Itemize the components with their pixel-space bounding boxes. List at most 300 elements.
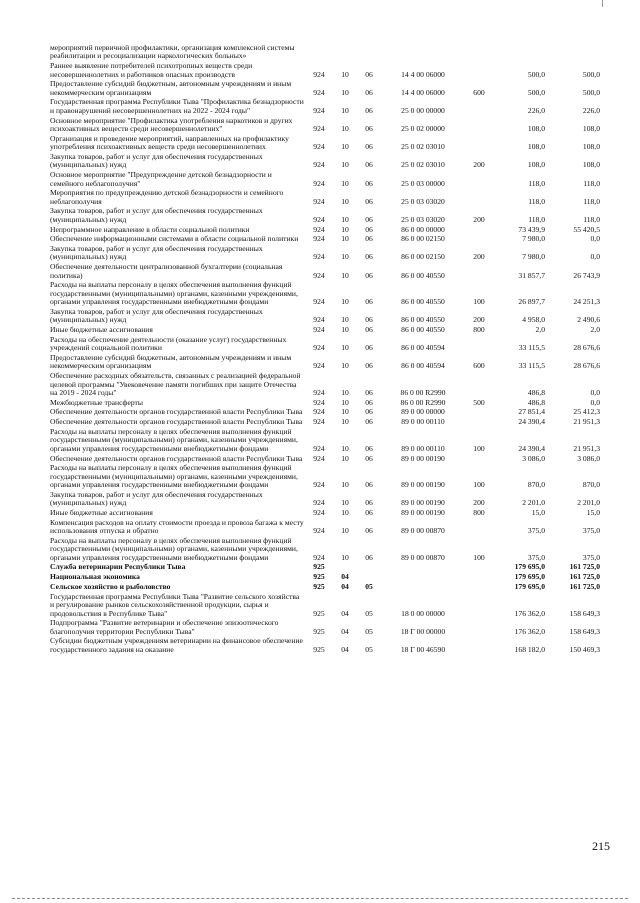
row-name-cell: Служба ветеринарии Республики Тыва — [50, 562, 186, 572]
table-row — [50, 80, 600, 98]
row-subsection-cell: 05 — [365, 608, 373, 618]
row-grbs-cell: 924 — [313, 552, 325, 562]
row-name-cell: Расходы на выплаты персоналу в целях обеспечения выполнения функций государственными (муниципальными) органами, казенными учреждениями, органами управления государственными внебюджетными фондами — [50, 463, 298, 490]
row-amount-year1-cell: 226,0 — [527, 105, 545, 115]
row-name-cell: Расходы на выплаты персоналу в целях обеспечения выполнения функций государственными (муниципальными) органами, казенными учреждениями, органами управления государственными внебюджетными фондами — [50, 280, 298, 307]
row-amount-year2-cell: 21 951,3 — [573, 443, 600, 453]
row-expense-type-cell: 200 — [473, 252, 485, 262]
row-target-article-cell: 86 0 00 R2990 — [400, 387, 446, 397]
table-row — [50, 619, 600, 637]
row-amount-year1-cell: 24 390,4 — [518, 443, 545, 453]
row-target-article-cell — [382, 563, 464, 573]
row-expense-type-cell — [464, 117, 494, 135]
row-name-cell: Обеспечение деятельности централизованной бухгалтерии (социальная политика) — [50, 262, 283, 280]
row-amount-year2-cell: 55 420,5 — [573, 224, 600, 234]
budget-table-body — [50, 44, 600, 656]
row-name-cell: Обеспечение расходных обязательств, связанных с реализацией федеральной целевой программы "Увековечение памяти погибших при защите Отечества на 2019 - 2024 годы" — [50, 371, 301, 397]
budget-table — [50, 44, 600, 656]
row-amount-year1-cell — [494, 44, 545, 62]
row-subsection-cell: 06 — [365, 453, 373, 463]
row-subsection-cell: 06 — [365, 297, 373, 307]
row-grbs-cell: 924 — [313, 270, 325, 280]
row-expense-type-cell — [464, 583, 494, 593]
row-amount-year1-cell: 500,0 — [527, 69, 545, 79]
row-grbs-cell: 924 — [313, 105, 325, 115]
row-name-cell: Обеспечение информационными системами в области социальной политики — [50, 234, 299, 244]
row-grbs-cell: 924 — [313, 417, 325, 427]
row-section-cell: 04 — [341, 626, 349, 636]
row-amount-year2-cell: 870,0 — [582, 480, 600, 490]
row-amount-year1-cell: 33 115,5 — [518, 361, 545, 371]
row-subsection-cell: 06 — [365, 142, 373, 152]
row-target-article-cell: 89 0 00 00870 — [401, 526, 445, 536]
row-target-article-cell: 86 0 00 40594 — [401, 361, 445, 371]
row-grbs-cell: 924 — [313, 397, 325, 407]
row-amount-year2-cell: 108,0 — [582, 142, 600, 152]
row-subsection-cell: 06 — [365, 105, 373, 115]
row-subsection-cell: 06 — [365, 178, 373, 188]
row-target-article-cell: 14 4 00 06000 — [401, 87, 445, 97]
row-amount-year2-cell: 158 649,3 — [569, 626, 600, 636]
row-name-cell: Государственная программа Республики Тыва "Развитие сельского хозяйства и регулирование рынков сельскохозяйственной продукции, сырья и продовольствия в Республике Тыва" — [50, 591, 300, 618]
row-amount-year1-cell: 73 439,9 — [518, 224, 545, 234]
row-subsection-cell: 06 — [365, 387, 373, 397]
row-name-cell: мероприятий первичной профилактики, организация комплексной системы реабилитации и ресоциализации наркологических больных» — [50, 43, 295, 61]
row-section-cell: 10 — [341, 142, 349, 152]
row-name-cell: Иные бюджетные ассигнования — [50, 325, 153, 335]
row-target-article-cell: 86 0 00 40594 — [401, 343, 445, 353]
row-expense-type-cell: 200 — [473, 498, 485, 508]
row-amount-year1-cell: 2 201,0 — [522, 498, 545, 508]
row-grbs-cell: 924 — [313, 407, 325, 417]
row-section-cell: 10 — [341, 453, 349, 463]
row-amount-year1-cell: 486,8 — [527, 387, 545, 397]
row-grbs-cell: 924 — [313, 343, 325, 353]
row-grbs-cell: 924 — [313, 196, 325, 206]
row-amount-year2-cell: 108,0 — [582, 124, 600, 134]
table-row — [50, 281, 600, 308]
row-expense-type-cell — [464, 593, 494, 620]
row-subsection-cell: 06 — [365, 214, 373, 224]
row-subsection-cell — [356, 44, 382, 62]
row-name-cell: Межбюджетные трансферты — [50, 397, 143, 407]
row-name-cell: Закупка товаров, работ и услуг для обеспечения государственных (муниципальных) нужд — [50, 206, 263, 224]
row-target-article-cell: 89 0 00 00190 — [401, 498, 445, 508]
page-number: 215 — [592, 839, 610, 853]
row-amount-year1-cell: 27 851,4 — [518, 407, 545, 417]
row-target-article-cell: 86 0 00 40550 — [401, 270, 445, 280]
row-grbs-cell — [304, 44, 334, 62]
row-subsection-cell: 06 — [365, 443, 373, 453]
row-amount-year2-cell: 500,0 — [582, 87, 600, 97]
row-grbs-cell: 925 — [313, 626, 325, 636]
row-amount-year1-cell: 108,0 — [527, 160, 545, 170]
row-amount-year2-cell: 161 725,0 — [569, 581, 600, 591]
row-section-cell: 04 — [341, 572, 349, 582]
row-amount-year1-cell: 4 958,0 — [522, 315, 545, 325]
row-target-article-cell: 86 0 00 40550 — [401, 297, 445, 307]
row-expense-type-cell — [464, 418, 494, 428]
row-subsection-cell: 06 — [365, 160, 373, 170]
row-amount-year2-cell: 0,0 — [590, 397, 600, 407]
row-section-cell: 10 — [341, 160, 349, 170]
row-name-cell: Сельское хозяйство и рыболовство — [50, 581, 171, 591]
row-amount-year1-cell: 179 695,0 — [514, 572, 545, 582]
row-amount-year2-cell: 375,0 — [582, 552, 600, 562]
row-subsection-cell: 06 — [365, 252, 373, 262]
row-amount-year1-cell: 118,0 — [528, 178, 545, 188]
table-row — [50, 637, 600, 655]
row-section-cell: 10 — [341, 214, 349, 224]
row-grbs-cell: 924 — [313, 178, 325, 188]
row-amount-year1-cell: 15,0 — [531, 508, 545, 517]
row-expense-type-cell: 800 — [473, 325, 485, 335]
row-amount-year2-cell: 161 725,0 — [569, 562, 600, 572]
row-target-article-cell: 25 0 03 03020 — [401, 214, 445, 224]
row-expense-type-cell: 600 — [473, 87, 485, 97]
row-target-article-cell: 25 0 02 03010 — [401, 142, 445, 152]
row-amount-year1-cell: 870,0 — [527, 480, 545, 490]
row-section-cell: 10 — [341, 480, 349, 490]
row-expense-type-cell: 200 — [473, 214, 485, 224]
row-target-article-cell: 86 0 00 02150 — [401, 234, 445, 244]
row-grbs-cell: 924 — [313, 252, 325, 262]
row-grbs-cell: 924 — [313, 69, 325, 79]
row-amount-year2-cell: 150 469,3 — [569, 644, 600, 654]
row-amount-year2-cell: 21 951,3 — [573, 417, 600, 427]
row-expense-type-cell — [464, 235, 494, 245]
row-subsection-cell: 06 — [365, 498, 373, 508]
row-section-cell: 10 — [341, 178, 349, 188]
row-subsection-cell: 06 — [365, 69, 373, 79]
row-amount-year2-cell: 500,0 — [582, 69, 600, 79]
row-amount-year2-cell: 25 412,3 — [573, 407, 600, 417]
row-name-cell: Иные бюджетные ассигнования — [50, 508, 153, 517]
row-subsection-cell — [356, 563, 382, 573]
row-section-cell: 10 — [341, 397, 349, 407]
row-subsection-cell: 06 — [365, 124, 373, 134]
row-amount-year2-cell: 2 490,6 — [577, 315, 600, 325]
row-amount-year1-cell: 500,0 — [527, 87, 545, 97]
row-section-cell: 10 — [341, 196, 349, 206]
row-section-cell: 10 — [341, 387, 349, 397]
row-expense-type-cell — [464, 563, 494, 573]
row-amount-year1-cell: 176 362,0 — [514, 626, 545, 636]
row-amount-year2-cell: 375,0 — [582, 526, 600, 536]
row-expense-type-cell: 100 — [473, 443, 485, 453]
row-target-article-cell: 25 0 02 00000 — [401, 124, 445, 134]
table-row — [50, 117, 600, 135]
table-row — [50, 263, 600, 281]
row-grbs-cell: 924 — [313, 124, 325, 134]
table-row — [50, 372, 600, 399]
table-row — [50, 44, 600, 62]
row-target-article-cell: 89 0 00 00190 — [401, 480, 445, 490]
row-section-cell: 10 — [341, 270, 349, 280]
row-amount-year1-cell: 2,0 — [535, 325, 545, 335]
row-subsection-cell: 06 — [365, 508, 373, 517]
row-name-cell: Расходы на обеспечение деятельности (оказание услуг) государственных учреждений социальной политики — [50, 334, 287, 353]
row-target-article-cell: 89 0 00 00110 — [401, 417, 445, 427]
row-section-cell: 10 — [341, 325, 349, 335]
row-amount-year1-cell: 176 362,0 — [514, 608, 545, 618]
table-row — [50, 98, 600, 116]
row-amount-year2-cell: 2,0 — [590, 325, 600, 335]
row-grbs-cell: 924 — [313, 508, 325, 517]
row-amount-year1-cell: 118,0 — [528, 214, 545, 224]
row-expense-type-cell — [464, 637, 494, 655]
row-amount-year2-cell: 28 676,6 — [573, 361, 600, 371]
table-row — [50, 354, 600, 372]
row-amount-year1-cell: 179 695,0 — [514, 562, 545, 572]
row-expense-type-cell: 100 — [473, 297, 485, 307]
table-row — [50, 464, 600, 491]
row-expense-type-cell: 200 — [473, 315, 485, 325]
row-section-cell: 10 — [341, 224, 349, 234]
row-amount-year1-cell: 375,0 — [527, 552, 545, 562]
row-name-cell: Расходы на выплаты персоналу в целях обеспечения выполнения функций государственными (муниципальными) органами, казенными учреждениями, органами управления государственными внебюджетными фондами — [50, 426, 298, 453]
row-amount-year2-cell: 3 086,0 — [577, 453, 600, 463]
row-subsection-cell: 05 — [365, 626, 373, 636]
table-row — [50, 336, 600, 354]
row-section-cell: 10 — [341, 443, 349, 453]
row-expense-type-cell — [464, 408, 494, 418]
row-grbs-cell: 924 — [313, 87, 325, 97]
row-grbs-cell: 925 — [313, 644, 325, 654]
row-section-cell: 10 — [341, 69, 349, 79]
row-amount-year1-cell: 3 086,0 — [522, 453, 545, 463]
row-grbs-cell: 924 — [313, 480, 325, 490]
row-section-cell: 10 — [341, 234, 349, 244]
row-expense-type-cell — [464, 336, 494, 354]
row-amount-year1-cell: 31 857,7 — [518, 270, 545, 280]
row-expense-type-cell: 100 — [473, 480, 485, 490]
table-row — [50, 593, 600, 620]
row-amount-year1-cell: 375,0 — [527, 526, 545, 536]
row-name-cell: Государственная программа Республики Тыва "Профилактика безнадзорности и правонарушений несовершеннолетних на 2022 - 2024 годы" — [50, 97, 304, 115]
row-section-cell — [334, 44, 356, 62]
row-amount-year2-cell: 118,0 — [583, 196, 600, 206]
row-target-article-cell: 89 0 00 00190 — [401, 508, 445, 517]
row-section-cell: 10 — [341, 315, 349, 325]
row-amount-year2-cell: 161 725,0 — [569, 572, 600, 582]
row-section-cell: 10 — [341, 552, 349, 562]
row-section-cell: 10 — [341, 361, 349, 371]
table-row — [50, 153, 600, 171]
row-target-article-cell: 25 0 03 03020 — [401, 196, 445, 206]
row-amount-year2-cell: 0,0 — [590, 252, 600, 262]
row-grbs-cell: 924 — [313, 234, 325, 244]
row-target-article-cell: 18 Г 00 00000 — [400, 626, 446, 636]
row-expense-type-cell — [464, 573, 494, 583]
row-amount-year2-cell: 226,0 — [582, 105, 600, 115]
row-grbs-cell: 924 — [313, 315, 325, 325]
row-section-cell: 10 — [341, 526, 349, 536]
row-target-article-cell — [382, 44, 464, 62]
row-expense-type-cell — [464, 372, 494, 399]
row-section-cell: 10 — [341, 105, 349, 115]
row-target-article-cell — [382, 573, 464, 583]
row-amount-year2-cell: 0,0 — [590, 387, 600, 397]
row-amount-year2-cell — [545, 44, 600, 62]
row-grbs-cell: 925 — [313, 572, 325, 582]
row-amount-year2-cell: 118,0 — [583, 214, 600, 224]
row-subsection-cell: 06 — [365, 343, 373, 353]
row-grbs-cell: 924 — [313, 214, 325, 224]
row-expense-type-cell: 800 — [473, 508, 485, 517]
scan-edge-mark — [602, 0, 603, 7]
row-name-cell: Основное мероприятие "Предупреждение детской безнадзорности и семейного неблагополучия" — [50, 170, 272, 188]
row-subsection-cell: 06 — [365, 234, 373, 244]
row-amount-year1-cell: 7 980,0 — [522, 252, 545, 262]
row-amount-year1-cell: 118,0 — [528, 196, 545, 206]
row-amount-year1-cell: 179 695,0 — [514, 581, 545, 591]
row-grbs-cell: 924 — [313, 443, 325, 453]
row-expense-type-cell — [464, 619, 494, 637]
row-target-article-cell — [382, 583, 464, 593]
row-expense-type-cell — [464, 98, 494, 116]
row-section-cell: 04 — [341, 608, 349, 618]
row-grbs-cell: 924 — [313, 361, 325, 371]
row-amount-year2-cell: 158 649,3 — [569, 608, 600, 618]
row-section-cell: 10 — [341, 508, 349, 517]
row-expense-type-cell: 500 — [473, 397, 485, 407]
row-amount-year1-cell: 486,8 — [527, 397, 545, 407]
row-subsection-cell: 06 — [365, 270, 373, 280]
table-row — [50, 171, 600, 189]
row-name-cell: Обеспечение деятельности органов государственной власти Республики Тыва — [50, 417, 303, 427]
row-target-article-cell: 89 0 00 00000 — [401, 407, 445, 417]
row-grbs-cell: 924 — [313, 498, 325, 508]
table-row — [50, 491, 600, 509]
row-section-cell: 10 — [341, 297, 349, 307]
row-amount-year1-cell: 33 115,5 — [518, 343, 545, 353]
row-section-cell: 10 — [341, 417, 349, 427]
row-section-cell: 10 — [341, 124, 349, 134]
row-amount-year2-cell: 2 201,0 — [577, 498, 600, 508]
row-name-cell: Раннее выявление потребителей психотропных веществ среди несовершеннолетних и работников опасных производств — [50, 61, 253, 79]
row-expense-type-cell — [464, 189, 494, 207]
row-target-article-cell: 86 0 00 00000 — [401, 224, 445, 234]
row-grbs-cell: 925 — [313, 581, 325, 591]
row-target-article-cell: 18 Г 00 46590 — [400, 644, 446, 654]
row-target-article-cell: 18 0 00 00000 — [401, 608, 445, 618]
row-subsection-cell: 06 — [365, 407, 373, 417]
table-row — [50, 537, 600, 564]
row-target-article-cell: 89 0 00 00190 — [401, 453, 445, 463]
row-name-cell: Предоставление субсидий бюджетным, автономным учреждениям и иным некоммерческим организациям — [50, 79, 292, 97]
row-subsection-cell: 06 — [365, 325, 373, 335]
row-expense-type-cell — [464, 171, 494, 189]
table-row — [50, 62, 600, 80]
row-subsection-cell: 06 — [365, 397, 373, 407]
row-subsection-cell: 06 — [365, 315, 373, 325]
row-section-cell: 04 — [341, 581, 349, 591]
row-amount-year1-cell: 26 897,7 — [518, 297, 545, 307]
row-subsection-cell: 06 — [365, 526, 373, 536]
row-grbs-cell: 924 — [313, 160, 325, 170]
row-amount-year2-cell: 118,0 — [583, 178, 600, 188]
row-amount-year1-cell: 7 980,0 — [522, 234, 545, 244]
row-expense-type-cell — [464, 519, 494, 537]
row-amount-year1-cell: 108,0 — [527, 124, 545, 134]
row-grbs-cell: 924 — [313, 224, 325, 234]
row-section-cell: 10 — [341, 252, 349, 262]
row-name-cell: Обеспечение деятельности органов государственной власти Республики Тыва — [50, 407, 303, 417]
row-section-cell: 10 — [341, 407, 349, 417]
row-target-article-cell: 86 0 00 40550 — [401, 325, 445, 335]
row-amount-year2-cell: 28 676,6 — [573, 343, 600, 353]
row-target-article-cell: 89 0 00 00110 — [401, 443, 445, 453]
row-target-article-cell: 86 0 00 R2990 — [400, 397, 446, 407]
row-subsection-cell: 06 — [365, 224, 373, 234]
row-amount-year2-cell: 108,0 — [582, 160, 600, 170]
row-name-cell: Компенсация расходов на оплату стоимости проезда и провоза багажа к месту использования отпуска и обратно — [50, 517, 304, 536]
row-name-cell: Закупка товаров, работ и услуг для обеспечения государственных (муниципальных) нужд — [50, 151, 263, 170]
row-subsection-cell: 06 — [365, 361, 373, 371]
row-expense-type-cell — [464, 455, 494, 465]
row-amount-year2-cell: 15,0 — [586, 508, 600, 517]
row-expense-type-cell — [464, 62, 494, 80]
row-grbs-cell: 924 — [313, 297, 325, 307]
row-expense-type-cell: 100 — [473, 552, 485, 562]
row-amount-year2-cell: 26 743,9 — [573, 270, 600, 280]
row-target-article-cell: 86 0 00 02150 — [401, 252, 445, 262]
row-section-cell: 10 — [341, 87, 349, 97]
row-subsection-cell: 06 — [365, 196, 373, 206]
table-row — [50, 207, 600, 225]
row-target-article-cell: 86 0 00 40550 — [401, 315, 445, 325]
table-row — [50, 519, 600, 537]
row-amount-year2-cell: 24 251,3 — [573, 297, 600, 307]
row-grbs-cell: 924 — [313, 142, 325, 152]
bottom-scan-rule — [12, 898, 628, 899]
row-amount-year1-cell: 168 182,0 — [514, 644, 545, 654]
row-subsection-cell: 06 — [365, 552, 373, 562]
row-amount-year2-cell: 0,0 — [590, 234, 600, 244]
row-name-cell: Организация и проведение мероприятий, направленных на профилактику употребления психоактивных веществ среди несовершеннолетних — [50, 133, 289, 152]
row-grbs-cell: 925 — [313, 562, 325, 572]
row-name-cell: Предоставление субсидий бюджетным, автономным учреждениям и иным некоммерческим организациям — [50, 353, 292, 371]
row-target-article-cell: 25 0 03 00000 — [401, 178, 445, 188]
row-expense-type-cell — [464, 44, 494, 62]
row-name-cell: Непрограммное направление в области социальной политики — [50, 224, 250, 234]
table-row — [50, 428, 600, 455]
table-row — [50, 308, 600, 326]
row-name-cell: Мероприятия по предупреждению детской безнадзорности и семейного неблагополучия — [50, 188, 284, 206]
row-name-cell: Национальная экономика — [50, 572, 140, 582]
row-name-cell: Субсидии бюджетным учреждениям ветеринарии на финансовое обеспечение государственного задания на оказание — [50, 636, 303, 654]
row-grbs-cell: 924 — [313, 325, 325, 335]
row-section-cell: 04 — [341, 644, 349, 654]
row-target-article-cell: 89 0 00 00870 — [401, 552, 445, 562]
row-target-article-cell: 25 0 00 00000 — [401, 105, 445, 115]
row-target-article-cell: 14 4 00 06000 — [401, 69, 445, 79]
row-expense-type-cell: 600 — [473, 361, 485, 371]
row-grbs-cell: 925 — [313, 608, 325, 618]
row-name-cell: Расходы на выплаты персоналу в целях обеспечения выполнения функций государственными (муниципальными) органами, казенными учреждениями, органами управления государственными внебюджетными фондами — [50, 535, 298, 562]
row-amount-year1-cell: 108,0 — [527, 142, 545, 152]
row-grbs-cell: 924 — [313, 526, 325, 536]
row-subsection-cell: 05 — [365, 581, 373, 591]
row-target-article-cell: 25 0 02 03010 — [401, 160, 445, 170]
row-subsection-cell: 06 — [365, 87, 373, 97]
row-section-cell: 10 — [341, 498, 349, 508]
row-grbs-cell: 924 — [313, 387, 325, 397]
row-expense-type-cell — [464, 135, 494, 153]
row-name-cell: Закупка товаров, работ и услуг для обеспечения государственных (муниципальных) нужд — [50, 306, 263, 325]
row-section-cell: 10 — [341, 343, 349, 353]
